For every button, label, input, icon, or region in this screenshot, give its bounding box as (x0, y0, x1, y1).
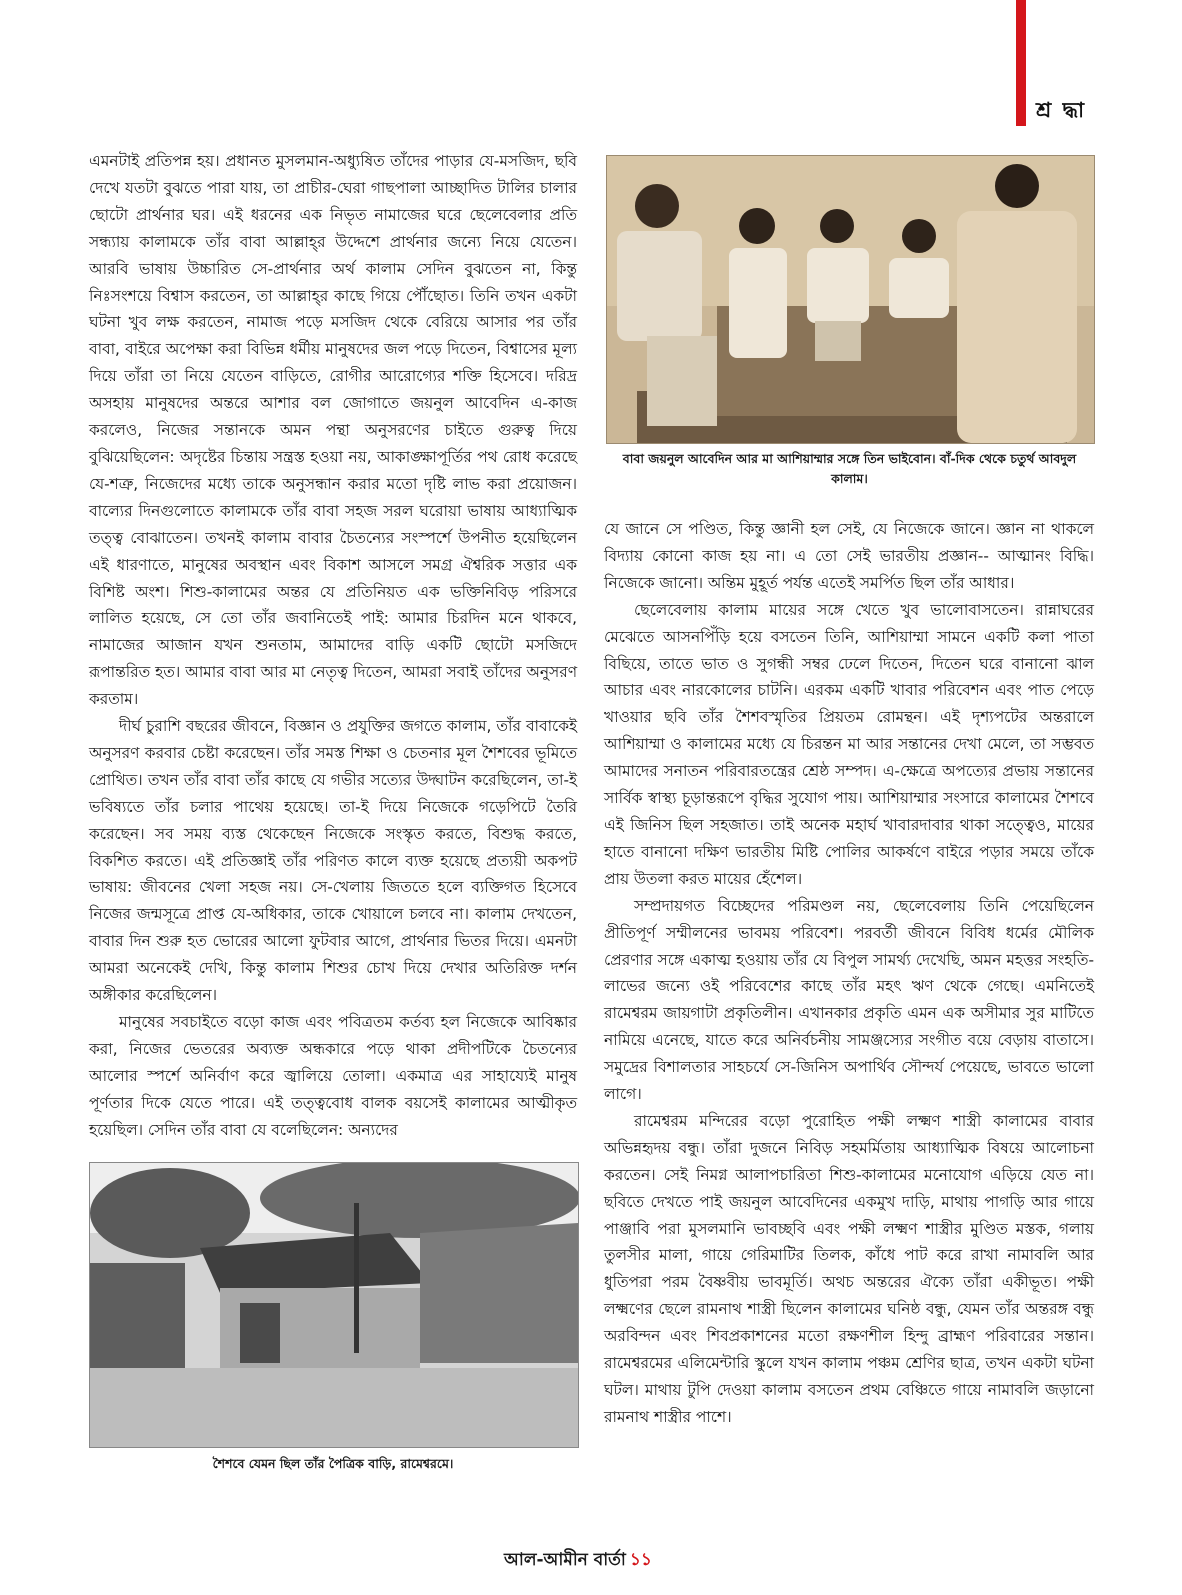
family-photo (606, 155, 1095, 444)
right-column (604, 516, 1094, 1431)
house-photo-caption: শৈশবে যেমন ছিল তাঁর পৈত্রিক বাড়ি, রামেশ্বরমে। (212, 1456, 454, 1471)
page-number: ১১ (629, 1550, 652, 1570)
publication-name: আল-আমীন বার্তা (504, 1550, 626, 1570)
paragraph: সম্প্রদায়গত বিচ্ছেদের পরিমণ্ডল নয়, ছেলেবেলায় তিনি পেয়েছিলেন প্রীতিপূর্ণ সম্মীলনের ভাবময় পরিবেশ। পরবর্তী জীবনে বিবিধ ধর্মের মৌলিক প্রেরণার সঙ্গে একাত্ম হওয়ায় তাঁর যে বিপুল সামর্থ্য দেখেছি, অমন মহত্তর সংহতি-লাভের জন্যে ওই পরিবেশের কাছে তাঁর মহৎ ঋণ থেকে গেছে। এমনিতেই রামেশ্বরম জায়গাটা প্রকৃতিলীন। এখানকার প্রকৃতি এমন এক অসীমার সুর মাটিতে নামিয়ে এনেছে, যাতে করে অনির্বচনীয় সামঞ্জস্যের সংগীত বয়ে বেড়ায় বাতাসে। সমুদ্রের বিশালতার সাহচর্যে সে-জিনিস অপার্থিব সৌন্দর্য পেয়েছে, ভাবতে ভালো লাগে। (604, 896, 1094, 1104)
family-photo-caption: বাবা জয়নুল আবেদিন আর মা আশিয়াম্মার সঙ্গে তিন ভাইবোন। বাঁ-দিক থেকে চতুর্থ আবদুল কালাম। (622, 451, 1077, 486)
paragraph: যে জানে সে পণ্ডিত, কিন্তু জ্ঞানী হল সেই, যে নিজেকে জানে। জ্ঞান না থাকলে বিদ্যায় কোনো কাজ হয় না। এ তো সেই ভারতীয় প্রজ্ঞান-- আত্মানং বিদ্ধি। নিজেকে জানো। অন্তিম মুহূর্ত পর্যন্ত এতেই সমর্পিত ছিল তাঁর আধার। (604, 520, 1094, 592)
left-column (89, 148, 577, 1144)
ancestral-house-photo (89, 1162, 579, 1448)
paragraph: এমনটাই প্রতিপন্ন হয়। প্রধানত মুসলমান-অধ্যুষিত তাঁদের পাড়ার যে-মসজিদ, ছবি দেখে যতটা বুঝতে পারা যায়, তা প্রাচীর-ঘেরা গাছপালা আচ্ছাদিত টালির চালার ছোটো প্রার্থনার ঘর। এই ধরনের এক নিভৃত নামাজের ঘরে ছেলেবেলার প্রতি সন্ধ্যায় কালামকে তাঁর বাবা আল্লাহ্‌র উদ্দেশে প্রার্থনার জন্যে নিয়ে যেতেন। আরবি ভাষায় উচ্চারিত সে-প্রার্থনার অর্থ কালাম সেদিন বুঝতেন না, কিন্তু নিঃসংশয়ে বিশ্বাস করতেন, তা আল্লাহ্‌র কাছে গিয়ে পৌঁছোত। তিনি তখন একটা ঘটনা খুব লক্ষ করতেন, নামাজ পড়ে মসজিদ থেকে বেরিয়ে আসার পর তাঁর বাবা, বাইরে অপেক্ষা করা বিভিন্ন ধর্মীয় মানুষদের জল পড়ে দিতেন, বিশ্বাসের মূল্য দিয়ে তাঁরা তা নিয়ে যেতেন বাড়িতে, রোগীর আরোগ্যের শক্তি হিসেবে। দরিদ্র অসহায় মানুষদের অন্তরে আশার বল জোগাতে জয়নুল আবেদিন এ-কাজ করলেও, নিজের সন্তানকে অমন পন্থা অনুসরণের চাইতে গুরুত্ব দিয়ে বুঝিয়েছিলেন: অদৃষ্টের চিন্তায় সন্ত্রস্ত হওয়া নয়, আকাঙ্ক্ষাপূর্তির পথ রোধ করেছে যে-শত্রু, নিজেদের মধ্যে তাকে অনুসন্ধান করার মতো দৃষ্টি লাভ করা প্রয়োজন। বাল্যের দিনগুলোতে কালামকে তাঁর বাবা সহজ সরল ঘরোয়া ভাষায় আধ্যাত্মিক তত্ত্ব বোঝাতেন। তখনই কালাম বাবার চৈতন্যের সংস্পর্শে উপনীত হয়েছিলেন এই ধারণাতে, মানুষের অবস্থান এবং বিকাশ আসলে সমগ্র ঐশ্বরিক সত্তার এক বিশিষ্ট অংশ। শিশু-কালামের অন্তর যে প্রতিনিয়ত এক ভক্তিনিবিড় পরিসরে লালিত হয়েছে, সে তো তাঁর জবানিতেই পাই: আমার চিরদিন মনে থাকবে, নামাজের আজান যখন শুনতাম, আমাদের বাড়ি একটি ছোটো মসজিদে রূপান্তরিত হত। আমার বাবা আর মা নেতৃত্ব দিতেন, আমরা সবাই তাঁদের অনুসরণ করতাম। (89, 152, 578, 709)
paragraph: দীর্ঘ চুরাশি বছরের জীবনে, বিজ্ঞান ও প্রযুক্তির জগতে কালাম, তাঁর বাবাকেই অনুসরণ করবার চেষ্টা করেছেন। তাঁর সমস্ত শিক্ষা ও চেতনার মূল শৈশবের ভূমিতে প্রোথিত। তখন তাঁর বাবা তাঁর কাছে যে গভীর সত্যের উদ্ঘাটন করেছিলেন, তা-ই ভবিষ্যতে তাঁর চলার পাথেয় হয়েছে। তা-ই দিয়ে নিজেকে গড়েপিটে তৈরি করেছেন। সব সময় ব্যস্ত থেকেছেন নিজেকে সংস্কৃত করতে, বিশুদ্ধ করতে, বিকশিত করতে। এই প্রতিজ্ঞাই তাঁর পরিণত কালে ব্যক্ত হয়েছে প্রত্যয়ী অকপট ভাষায়: জীবনের খেলা সহজ নয়। সে-খেলায় জিততে হলে ব্যক্তিগত হিসেবে নিজের জন্মসূত্রে প্রাপ্ত যে-অধিকার, তাকে খোয়ালে চলবে না। কালাম দেখতেন, বাবার দিন শুরু হত ভোরের আলো ফুটবার আগে, প্রার্থনার ভিতর দিয়ে। এমনটা আমরা অনেকেই দেখি, কিন্তু কালাম শিশুর চোখ দিয়ে দেখার অতিরিক্ত দর্শন অঙ্গীকার করেছিলেন। (89, 717, 577, 1005)
section-label: শ্র দ্ধা (1036, 98, 1087, 122)
accent-bar (1016, 0, 1026, 126)
paragraph: ছেলেবেলায় কালাম মায়ের সঙ্গে খেতে খুব ভালোবাসতেন। রান্নাঘরের মেঝেতে আসনপিঁড়ি হয়ে বসতেন তিনি, আশিয়াম্মা সামনে একটি কলা পাতা বিছিয়ে, তাতে ভাত ও সুগন্ধী সম্বর ঢেলে দিতেন, দিতেন ঘরে বানানো ঝাল আচার এবং নারকোলের চাটনি। এরকম একটি খাবার পরিবেশন এবং পাত পেড়ে খাওয়ার ছবি তাঁর শৈশবস্মৃতির প্রিয়তম রোমন্থন। এই দৃশ্যপটের অন্তরালে আশিয়াম্মা ও কালামের মধ্যে যে চিরন্তন মা আর সন্তানের দেখা মেলে, তা সম্ভবত আমাদের সনাতন পরিবারতন্ত্রের শ্রেষ্ঠ সম্পদ। এ-ক্ষেত্রে অপত্যের প্রভায় সন্তানের সার্বিক স্বাস্থ্য চূড়ান্তরূপে বৃদ্ধির সুযোগ পায়। আশিয়াম্মার সংসারে কালামের শৈশবে এই জিনিস ছিল সহজাত। তাই অনেক মহার্ঘ খাবারদাবার থাকা সত্ত্বেও, মায়ের হাতে বানানো দক্ষিণ ভারতীয় মিষ্টি পোলির আকর্ষণে বাইরে পড়ার সময়ে তাঁকে প্রায় উতলা করত মায়ের হেঁশেল। (604, 600, 1094, 888)
page-footer (504, 1547, 652, 1575)
paragraph: মানুষের সবচাইতে বড়ো কাজ এবং পবিত্রতম কর্তব্য হল নিজেকে আবিষ্কার করা, নিজের ভেতরের অব্যক্ত অন্ধকারে পড়ে থাকা প্রদীপটিকে চৈতন্যের আলোর স্পর্শে অনির্বাণ করে জ্বালিয়ে তোলা। একমাত্র এর সাহায্যেই মানুষ পূর্ণতার দিকে যেতে পারে। এই তত্ত্ববোধ বালক বয়সেই কালামের আত্মীকৃত হয়েছিল। সেদিন তাঁর বাবা যে বলেছিলেন: অন্যদের (89, 1013, 577, 1139)
paragraph: রামেশ্বরম মন্দিরের বড়ো পুরোহিত পক্ষী লক্ষ্মণ শাস্ত্রী কালামের বাবার অভিন্নহৃদয় বন্ধু। তাঁরা দুজনে নিবিড় সহমর্মিতায় আধ্যাত্মিক বিষয়ে আলোচনা করতেন। সেই নিমগ্ন আলাপচারিতা শিশু-কালামের মনোযোগ এড়িয়ে যেত না। ছবিতে দেখতে পাই জয়নুল আবেদিনের একমুখ দাড়ি, মাথায় পাগড়ি আর গায়ে পাঞ্জাবি পরা মুসলমানি ভাবচ্ছবি এবং পক্ষী লক্ষ্মণ শাস্ত্রীর মুণ্ডিত মস্তক, গলায় তুলসীর মালা, গায়ে গেরিমাটির তিলক, কাঁধে পাট করে রাখা নামাবলি আর ধুতিপরা পরম বৈষ্ণবীয় ভাবমূর্তি। অথচ অন্তরের ঐক্যে তাঁরা একীভূত। পক্ষী লক্ষ্মণের ছেলে রামনাথ শাস্ত্রী ছিলেন কালামের ঘনিষ্ঠ বন্ধু, যেমন তাঁর অন্তরঙ্গ বন্ধু অরবিন্দন এবং শিবপ্রকাশনের মতো রক্ষণশীল হিন্দু ব্রাহ্মণ পরিবারের সন্তান। রামেশ্বরমের এলিমেন্টারি স্কুলে যখন কালাম পঞ্চম শ্রেণির ছাত্র, তখন একটা ঘটনা ঘটল। মাথায় টুপি দেওয়া কালাম বসতেন প্রথম বেঞ্চিতে গায়ে নামাবলি জড়ানো রামনাথ শাস্ত্রীর পাশে। (604, 1111, 1094, 1426)
